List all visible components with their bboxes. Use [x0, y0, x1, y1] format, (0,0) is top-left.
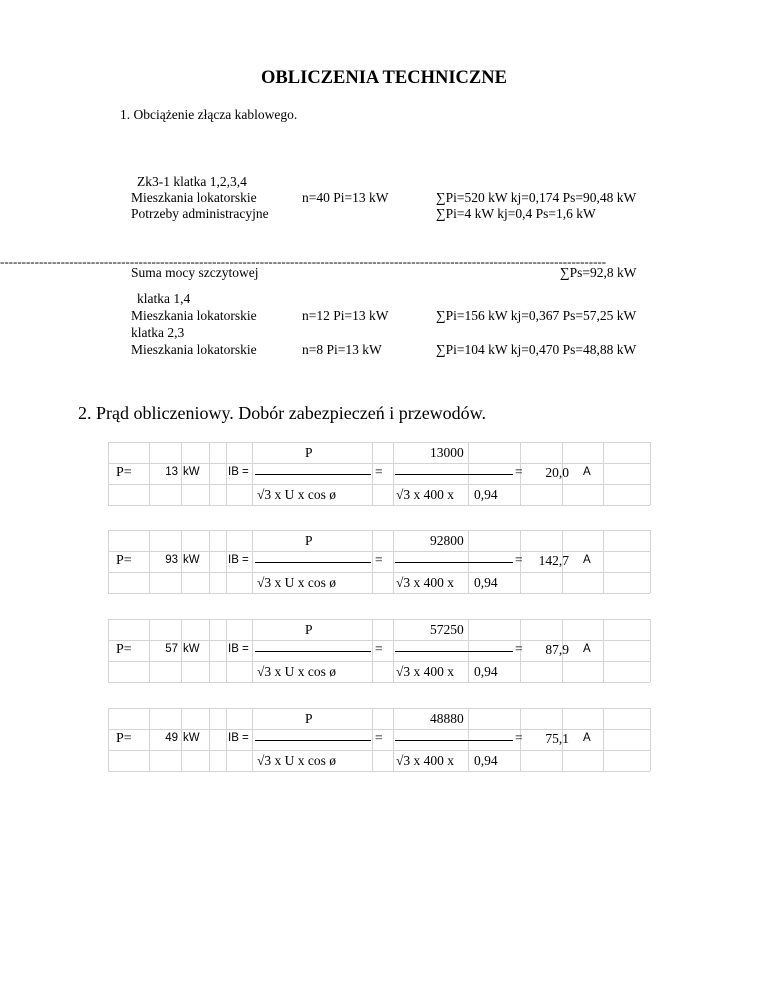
row-result: ∑Pi=156 kW kj=0,367 Ps=57,25 kW	[436, 308, 637, 323]
page-title: OBLICZENIA TECHNICZNE	[261, 68, 507, 88]
fraction-bar	[255, 740, 371, 741]
grid-line	[226, 708, 227, 771]
grid-line	[108, 593, 650, 594]
grid-line	[108, 661, 650, 662]
denominator-b: 0,94	[474, 664, 498, 679]
row-label: Mieszkania lokatorskie	[131, 308, 257, 323]
grid-line	[149, 530, 150, 593]
result-unit: A	[583, 643, 591, 655]
grid-line	[149, 442, 150, 505]
fraction-bar	[395, 562, 513, 563]
grid-line	[108, 619, 109, 682]
numerator-p: P	[305, 445, 313, 460]
grid-line	[603, 442, 604, 505]
ib-label: IB =	[228, 643, 249, 655]
denominator-b: 0,94	[474, 487, 498, 502]
equals-sign: =	[515, 641, 523, 656]
denominator-a: √3 x 400 x	[396, 487, 455, 502]
grid-line	[108, 771, 650, 772]
grid-line	[393, 619, 394, 682]
grid-line	[252, 442, 253, 505]
row-n-value: n=12 Pi=13 kW	[302, 308, 389, 323]
section-1-heading: 1. Obciążenie złącza kablowego.	[120, 107, 298, 122]
grid-line	[603, 530, 604, 593]
power-unit: kW	[183, 732, 200, 744]
group-label-klatka-2-3: klatka 2,3	[131, 325, 185, 340]
grid-line	[181, 619, 182, 682]
grid-line	[108, 682, 650, 683]
grid-line	[226, 442, 227, 505]
sum-label: Suma mocy szczytowej	[131, 265, 259, 280]
fraction-bar	[255, 562, 371, 563]
result-value: 87,9	[545, 642, 569, 657]
grid-line	[252, 619, 253, 682]
power-unit: kW	[183, 554, 200, 566]
grid-line	[149, 708, 150, 771]
grid-line	[252, 708, 253, 771]
denominator-formula: √3 x U x cos ø	[257, 487, 337, 502]
grid-line	[650, 530, 651, 593]
grid-line	[372, 530, 373, 593]
denominator-a: √3 x 400 x	[396, 575, 455, 590]
ib-label: IB =	[228, 466, 249, 478]
grid-line	[226, 530, 227, 593]
grid-line	[650, 619, 651, 682]
equals-sign: =	[515, 730, 523, 745]
power-value: 13	[165, 466, 178, 478]
power-unit: kW	[183, 643, 200, 655]
power-value: 93	[165, 554, 178, 566]
grid-line	[372, 619, 373, 682]
fraction-bar	[255, 474, 371, 475]
grid-line	[393, 442, 394, 505]
denominator-b: 0,94	[474, 753, 498, 768]
grid-line	[209, 442, 210, 505]
grid-line	[108, 442, 109, 505]
row-result: ∑Pi=520 kW kj=0,174 Ps=90,48 kW	[436, 190, 637, 205]
equals-sign: =	[375, 641, 383, 656]
denominator-a: √3 x 400 x	[396, 664, 455, 679]
section-2-heading: 2. Prąd obliczeniowy. Dobór zabezpieczeń i przewodów.	[78, 403, 487, 423]
grid-line	[650, 442, 651, 505]
numerator-p: P	[305, 533, 313, 548]
power-value: 57	[165, 643, 178, 655]
grid-line	[108, 505, 650, 506]
fraction-bar	[395, 651, 513, 652]
grid-line	[108, 750, 650, 751]
result-value: 20,0	[545, 465, 569, 480]
ib-label: IB =	[228, 554, 249, 566]
result-value: 142,7	[538, 553, 569, 568]
grid-line	[108, 619, 650, 620]
grid-line	[108, 530, 109, 593]
numerator-p: P	[305, 622, 313, 637]
numerator-value: 57250	[430, 622, 464, 637]
grid-line	[252, 530, 253, 593]
grid-line	[372, 708, 373, 771]
denominator-formula: √3 x U x cos ø	[257, 664, 337, 679]
row-n-value: n=40 Pi=13 kW	[302, 190, 389, 205]
denominator-formula: √3 x U x cos ø	[257, 575, 337, 590]
denominator-b: 0,94	[474, 575, 498, 590]
row-label: Mieszkania lokatorskie	[131, 342, 257, 357]
grid-line	[108, 484, 650, 485]
grid-line	[108, 572, 650, 573]
result-unit: A	[583, 466, 591, 478]
grid-line	[603, 619, 604, 682]
grid-line	[181, 442, 182, 505]
grid-line	[108, 442, 650, 443]
result-value: 75,1	[545, 731, 569, 746]
result-unit: A	[583, 554, 591, 566]
power-label: P=	[116, 642, 132, 657]
row-label: Potrzeby administracyjne	[131, 206, 269, 221]
numerator-value: 92800	[430, 533, 464, 548]
row-label: Mieszkania lokatorskie	[131, 190, 257, 205]
grid-line	[393, 530, 394, 593]
grid-line	[181, 530, 182, 593]
power-label: P=	[116, 553, 132, 568]
grid-line	[209, 708, 210, 771]
grid-line	[209, 530, 210, 593]
equals-sign: =	[515, 552, 523, 567]
ib-label: IB =	[228, 732, 249, 744]
group-label-klatka-1-4: klatka 1,4	[137, 291, 191, 306]
row-result: ∑Pi=104 kW kj=0,470 Ps=48,88 kW	[436, 342, 637, 357]
grid-line	[108, 708, 650, 709]
grid-line	[181, 708, 182, 771]
fraction-bar	[255, 651, 371, 652]
result-unit: A	[583, 732, 591, 744]
denominator-formula: √3 x U x cos ø	[257, 753, 337, 768]
separator-line: --------------------------------------------------------------------------------------------------------------------------------------------	[0, 254, 607, 269]
numerator-p: P	[305, 711, 313, 726]
grid-line	[108, 708, 109, 771]
grid-line	[372, 442, 373, 505]
grid-line	[149, 619, 150, 682]
denominator-a: √3 x 400 x	[396, 753, 455, 768]
power-label: P=	[116, 465, 132, 480]
grid-line	[209, 619, 210, 682]
numerator-value: 13000	[430, 445, 464, 460]
power-unit: kW	[183, 466, 200, 478]
fraction-bar	[395, 740, 513, 741]
grid-line	[393, 708, 394, 771]
power-value: 49	[165, 732, 178, 744]
equals-sign: =	[375, 730, 383, 745]
row-n-value: n=8 Pi=13 kW	[302, 342, 382, 357]
numerator-value: 48880	[430, 711, 464, 726]
power-label: P=	[116, 731, 132, 746]
fraction-bar	[395, 474, 513, 475]
grid-line	[650, 708, 651, 771]
equals-sign: =	[375, 464, 383, 479]
group-label-zk: Zk3-1 klatka 1,2,3,4	[137, 174, 247, 189]
row-result: ∑Pi=4 kW kj=0,4 Ps=1,6 kW	[436, 206, 596, 221]
grid-line	[108, 530, 650, 531]
grid-line	[603, 708, 604, 771]
sum-value: ∑Ps=92,8 kW	[560, 265, 637, 280]
equals-sign: =	[375, 552, 383, 567]
grid-line	[226, 619, 227, 682]
equals-sign: =	[515, 464, 523, 479]
